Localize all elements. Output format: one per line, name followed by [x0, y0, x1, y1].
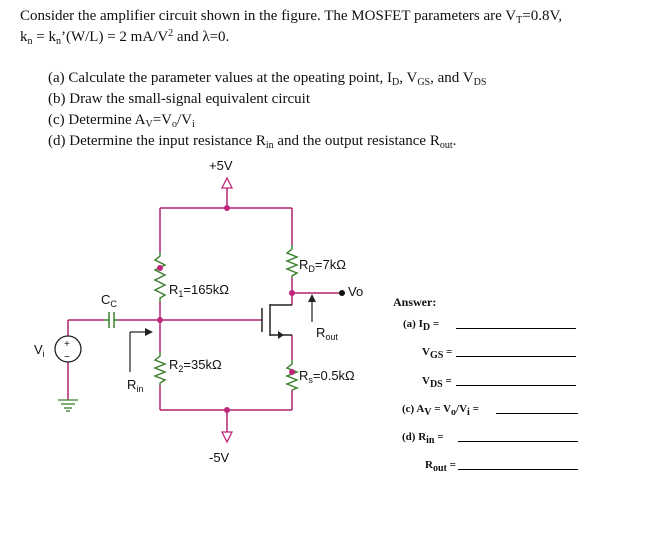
label-text: R — [127, 377, 137, 392]
r2-label — [169, 357, 222, 372]
answer-equals: = — [434, 431, 444, 443]
label-text: R — [169, 357, 179, 372]
label-text: R — [316, 325, 326, 340]
answer-av-row — [402, 403, 479, 418]
answer-label: R — [425, 459, 433, 471]
label-sub: 2 — [178, 364, 184, 374]
output-terminal-dot — [339, 290, 345, 296]
supply-bottom-label: -5V — [209, 450, 230, 465]
answer-vgs-blank[interactable] — [456, 346, 576, 357]
label-text: R — [299, 368, 309, 383]
answer-sub: DS — [429, 379, 443, 390]
answer-vds-blank[interactable] — [456, 375, 576, 386]
answer-id-blank[interactable] — [456, 318, 576, 329]
vi-label — [34, 342, 45, 357]
vo-label: Vo — [348, 284, 364, 299]
problem-sub: n — [27, 36, 33, 47]
part-text: /V — [177, 112, 192, 128]
node-dot — [157, 317, 163, 323]
answer-sub: in — [426, 435, 435, 446]
answer-sub: V — [424, 407, 432, 418]
answer-rout-blank[interactable] — [458, 459, 578, 470]
rd-label — [299, 257, 346, 272]
rs-label — [299, 368, 355, 383]
problem-text: = k — [32, 29, 56, 45]
part-text: and the output resistance R — [273, 133, 440, 149]
problem-text: ’(W/L) = 2 mA/V — [60, 29, 169, 45]
problem-sub: n — [55, 36, 61, 47]
label-text: V — [34, 342, 43, 357]
label-text: R — [169, 282, 179, 297]
part-text: (c) Determine A — [48, 112, 146, 128]
part-sub: V — [145, 119, 153, 130]
part-sub: DS — [473, 77, 487, 88]
rin-indicator — [130, 328, 153, 372]
circuit-wires — [68, 188, 342, 432]
part-sub: in — [265, 140, 274, 151]
label-sub: D — [308, 264, 315, 274]
answer-label: (d) R — [402, 431, 427, 443]
answer-av-blank[interactable] — [496, 403, 578, 414]
answer-equals: = — [430, 318, 440, 330]
problem-text: k — [20, 29, 28, 45]
rd-resistor — [287, 245, 297, 278]
problem-text: =0.8V, — [522, 8, 563, 24]
problem-text: and λ=0. — [173, 29, 230, 45]
part-text: . — [452, 133, 457, 149]
label-sub: 1 — [178, 289, 184, 299]
answer-sub: o — [451, 407, 457, 418]
node-dot — [224, 205, 230, 211]
answer-label: = V — [431, 403, 452, 415]
node-dot — [224, 407, 230, 413]
part-sub: out — [439, 140, 453, 151]
label-sub: C — [110, 299, 117, 309]
answer-rin-row — [402, 431, 444, 446]
problem-sup: 2 — [168, 28, 174, 39]
answer-sub: D — [422, 322, 431, 333]
problem-sub: T — [516, 15, 523, 26]
answer-rin-blank[interactable] — [458, 431, 578, 442]
supply-top-label: +5V — [209, 158, 233, 173]
answer-sub: i — [467, 407, 470, 418]
answer-equals: = — [443, 346, 453, 358]
rout-arrow-icon — [308, 294, 316, 302]
part-text: , and V — [430, 70, 474, 86]
label-text: R — [299, 257, 309, 272]
part-text: (d) Determine the input resistance R — [48, 133, 266, 149]
answer-rout-row — [425, 459, 456, 474]
node-dot — [289, 369, 295, 375]
answer-equals: = — [446, 459, 456, 471]
label-text: =35kΩ — [183, 357, 222, 372]
label-text: =7kΩ — [314, 257, 346, 272]
part-text: =V — [152, 112, 172, 128]
supply-up-arrow-icon — [222, 178, 232, 188]
r1-label — [169, 282, 229, 297]
answer-label: V — [422, 375, 430, 387]
label-sub: out — [325, 332, 338, 342]
answer-vgs-row — [422, 346, 453, 361]
part-text: , V — [399, 70, 418, 86]
part-b: (b) Draw the small-signal equivalent circuit — [48, 91, 310, 107]
rin-label — [127, 377, 143, 392]
rin-arrow-icon — [145, 328, 153, 336]
source-plus-sign: + — [64, 339, 70, 350]
part-sub: D — [392, 77, 400, 88]
answer-sub: GS — [429, 350, 444, 361]
circuit-nodes — [157, 205, 295, 413]
answer-heading: Answer: — [393, 295, 437, 309]
part-sub: o — [172, 119, 177, 130]
rout-label — [316, 325, 338, 340]
answer-vds-row — [422, 375, 452, 390]
ground-icon — [58, 400, 78, 411]
label-sub: s — [308, 375, 313, 385]
answer-equals: = — [469, 403, 479, 415]
r1-resistor — [155, 252, 165, 302]
coupling-capacitor — [104, 312, 118, 328]
r2-resistor — [155, 352, 165, 385]
mosfet-arrow-icon — [278, 331, 284, 339]
answer-equals: = — [442, 375, 452, 387]
part-sub: GS — [417, 77, 431, 88]
answer-label: V — [422, 346, 430, 358]
answer-label: /V — [456, 403, 468, 415]
node-dot — [157, 265, 163, 271]
answer-label: (a) I — [403, 318, 423, 330]
problem-text: Consider the amplifier circuit shown in the figure. The MOSFET parameters are V — [20, 8, 517, 24]
mosfet — [262, 304, 292, 339]
answer-id-row — [403, 318, 440, 333]
rout-indicator — [308, 294, 316, 322]
source-minus-sign: − — [64, 352, 70, 363]
answer-sub: out — [432, 463, 447, 474]
label-text: C — [101, 292, 111, 307]
part-text: (a) Calculate the parameter values at the opeating point, I — [48, 70, 393, 86]
label-text: =0.5kΩ — [312, 368, 355, 383]
supply-down-arrow-icon — [222, 432, 232, 442]
cc-label — [101, 292, 117, 307]
part-sub: i — [192, 119, 195, 130]
answer-label: (c) A — [402, 403, 425, 415]
label-text: =165kΩ — [183, 282, 229, 297]
node-dot — [289, 290, 295, 296]
label-sub: in — [136, 384, 144, 394]
label-sub: i — [42, 349, 45, 359]
